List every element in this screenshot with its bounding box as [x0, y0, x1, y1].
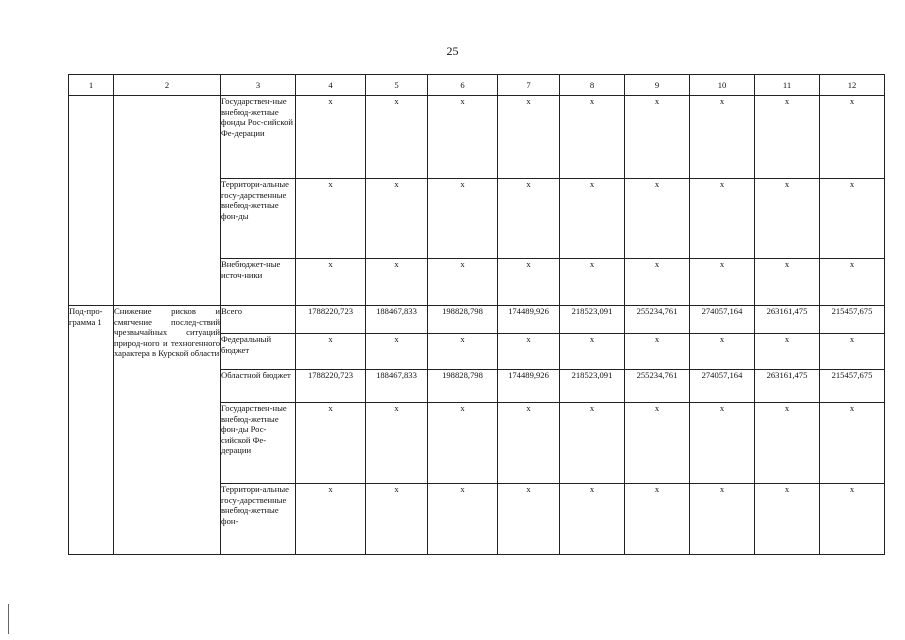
funding-source: Федеральный бюджет: [221, 334, 296, 370]
scan-margin-line: [8, 604, 9, 634]
value-cell: x: [428, 403, 498, 484]
value-cell: 218523,091: [560, 306, 625, 334]
value-cell: x: [625, 259, 690, 306]
value-cell: 1788220,723: [296, 306, 366, 334]
value-cell: x: [690, 334, 755, 370]
value-cell: 263161,475: [755, 306, 820, 334]
value-cell: x: [498, 334, 560, 370]
value-cell: x: [820, 96, 885, 179]
value-cell: 274057,164: [690, 370, 755, 403]
value-cell: 263161,475: [755, 370, 820, 403]
value-cell: x: [755, 403, 820, 484]
header-cell: 7: [498, 75, 560, 96]
value-cell: x: [296, 403, 366, 484]
subprogram-name: Снижение рисков и смягчение послед-ствий чрезвычайных ситуаций природ-ного и техногенного характера в Курской области: [114, 306, 221, 555]
funding-source: Территори-альные госу-дарственные внебюд-жетные фон-ды: [221, 179, 296, 259]
value-cell: x: [560, 484, 625, 555]
value-cell: x: [498, 403, 560, 484]
value-cell: 174489,926: [498, 306, 560, 334]
value-cell: x: [498, 259, 560, 306]
value-cell: x: [366, 484, 428, 555]
value-cell: 188467,833: [366, 306, 428, 334]
header-cell: 6: [428, 75, 498, 96]
header-row: [69, 75, 885, 96]
value-cell: 218523,091: [560, 370, 625, 403]
value-cell: 215457,675: [820, 370, 885, 403]
value-cell: x: [820, 403, 885, 484]
value-cell: x: [820, 259, 885, 306]
header-cell: 3: [221, 75, 296, 96]
value-cell: 255234,761: [625, 306, 690, 334]
value-cell: 188467,833: [366, 370, 428, 403]
value-cell: 255234,761: [625, 370, 690, 403]
value-cell: x: [755, 334, 820, 370]
value-cell: x: [366, 334, 428, 370]
funding-source: Государствен-ные внебюд-жетные фонды Рос-сийской Фе-дерации: [221, 96, 296, 179]
header-cell: 5: [366, 75, 428, 96]
table-row: [69, 306, 885, 334]
page-number: 25: [446, 44, 459, 58]
value-cell: x: [625, 96, 690, 179]
funding-source: Областной бюджет: [221, 370, 296, 403]
value-cell: x: [560, 334, 625, 370]
value-cell: x: [428, 484, 498, 555]
value-cell: x: [366, 259, 428, 306]
value-cell: x: [296, 259, 366, 306]
header-cell: 10: [690, 75, 755, 96]
value-cell: x: [690, 259, 755, 306]
funding-source: Внебюджет-ные источ-ники: [221, 259, 296, 306]
value-cell: x: [296, 96, 366, 179]
header-cell: 8: [560, 75, 625, 96]
value-cell: x: [755, 179, 820, 259]
value-cell: x: [820, 484, 885, 555]
value-cell: x: [366, 403, 428, 484]
value-cell: x: [690, 484, 755, 555]
header-cell: 1: [69, 75, 114, 96]
funding-source: Территори-альные госу-дарственные внебюд-жетные фон-: [221, 484, 296, 555]
value-cell: x: [560, 179, 625, 259]
value-cell: x: [366, 179, 428, 259]
header-cell: 4: [296, 75, 366, 96]
table-row: [69, 96, 885, 179]
value-cell: 174489,926: [498, 370, 560, 403]
header-cell: 2: [114, 75, 221, 96]
status-cell-empty: [69, 96, 114, 306]
value-cell: x: [498, 96, 560, 179]
value-cell: x: [625, 179, 690, 259]
value-cell: x: [560, 96, 625, 179]
value-cell: x: [625, 403, 690, 484]
value-cell: x: [820, 334, 885, 370]
value-cell: x: [498, 484, 560, 555]
value-cell: x: [755, 484, 820, 555]
value-cell: x: [296, 484, 366, 555]
value-cell: x: [296, 179, 366, 259]
value-cell: x: [560, 403, 625, 484]
value-cell: x: [366, 96, 428, 179]
subprogram-status: Под-про-грамма 1: [69, 306, 114, 555]
value-cell: x: [560, 259, 625, 306]
funding-source: Всего: [221, 306, 296, 334]
name-cell-empty: [114, 96, 221, 306]
budget-table: [68, 74, 885, 555]
value-cell: x: [690, 179, 755, 259]
value-cell: 274057,164: [690, 306, 755, 334]
header-cell: 12: [820, 75, 885, 96]
value-cell: x: [820, 179, 885, 259]
value-cell: x: [428, 96, 498, 179]
value-cell: 215457,675: [820, 306, 885, 334]
funding-source: Государствен-ные внебюд-жетные фон-ды Рос-сийской Фе-дерации: [221, 403, 296, 484]
value-cell: x: [498, 179, 560, 259]
value-cell: x: [755, 96, 820, 179]
header-cell: 11: [755, 75, 820, 96]
value-cell: x: [428, 334, 498, 370]
value-cell: x: [690, 403, 755, 484]
value-cell: 198828,798: [428, 306, 498, 334]
value-cell: x: [625, 484, 690, 555]
value-cell: x: [625, 334, 690, 370]
value-cell: 1788220,723: [296, 370, 366, 403]
header-cell: 9: [625, 75, 690, 96]
value-cell: x: [755, 259, 820, 306]
value-cell: 198828,798: [428, 370, 498, 403]
value-cell: x: [428, 179, 498, 259]
value-cell: x: [690, 96, 755, 179]
value-cell: x: [296, 334, 366, 370]
value-cell: x: [428, 259, 498, 306]
